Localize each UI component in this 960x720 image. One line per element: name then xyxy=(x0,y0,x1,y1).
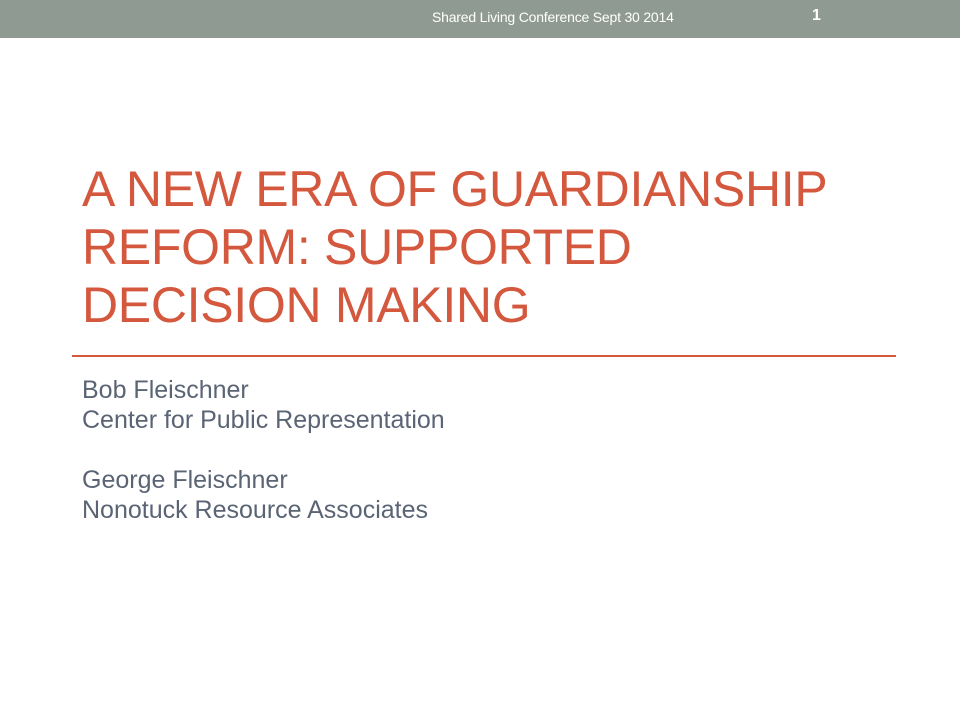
title-divider xyxy=(72,355,896,357)
header-band xyxy=(0,0,960,38)
presenter-organization: Nonotuck Resource Associates xyxy=(82,496,429,524)
spacer xyxy=(82,435,882,465)
presenter-organization: Center for Public Representation xyxy=(82,406,445,434)
slide-title xyxy=(82,160,902,334)
presenters xyxy=(82,375,882,525)
slide-number: 1 xyxy=(812,7,821,24)
title-line: REFORM: SUPPORTED xyxy=(82,219,632,275)
title-line: DECISION MAKING xyxy=(82,277,531,333)
slide-footer: Shared Living Conference Sept 30 2014 xyxy=(432,9,674,25)
title-line: A NEW ERA OF GUARDIANSHIP xyxy=(82,161,828,217)
presenter-name: Bob Fleischner xyxy=(82,376,249,404)
presenter-name: George Fleischner xyxy=(82,466,288,494)
